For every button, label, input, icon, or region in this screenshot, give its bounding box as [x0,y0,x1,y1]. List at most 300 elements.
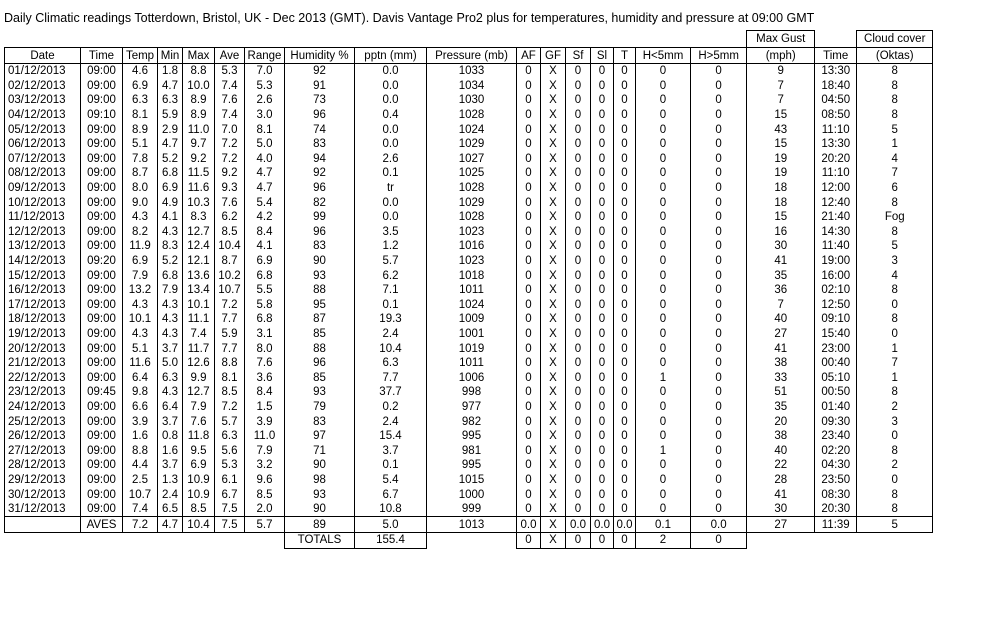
table-cell: 83 [285,414,355,429]
table-cell: 0 [614,210,636,225]
total-cell: 155.4 [355,533,427,549]
table-cell: 20/12/2013 [5,341,81,356]
table-cell: 1001 [427,327,517,342]
table-cell: X [541,79,566,94]
table-cell: 0 [591,283,614,298]
table-cell: 5.0 [245,137,285,152]
table-cell: 6.3 [158,370,183,385]
table-cell: 0 [691,268,747,283]
table-cell: 0 [591,108,614,123]
table-cell: 95 [285,298,355,313]
table-cell: 0 [691,239,747,254]
table-cell: 0 [636,473,691,488]
table-cell: 0 [636,458,691,473]
table-cell: 10.7 [215,283,245,298]
table-cell: 9.2 [215,166,245,181]
table-cell: 0 [566,356,591,371]
table-cell: 0 [636,502,691,517]
table-cell: 7.0 [215,122,245,137]
table-cell: 02:10 [815,283,857,298]
table-cell: 11.0 [183,122,215,137]
table-cell: 09:00 [81,473,123,488]
table-cell: X [541,298,566,313]
table-cell: 1006 [427,370,517,385]
table-cell: 90 [285,502,355,517]
table-cell: 11.6 [183,181,215,196]
table-cell: 16 [747,225,815,240]
table-cell: 24/12/2013 [5,400,81,415]
table-cell: 5 [857,239,933,254]
total-cell [747,533,815,549]
table-cell: 09:00 [81,225,123,240]
table-cell: 0 [566,152,591,167]
table-cell: 0 [591,487,614,502]
table-cell: 0 [566,254,591,269]
table-cell: 8.0 [245,341,285,356]
total-cell: X [541,533,566,549]
table-cell: 11:10 [815,122,857,137]
average-cell: 0.0 [591,517,614,533]
table-cell: 96 [285,108,355,123]
table-cell: 0 [614,400,636,415]
table-cell: 982 [427,414,517,429]
table-cell: 0 [691,487,747,502]
table-cell: 8.4 [245,225,285,240]
cloud-cover-header-line1: Cloud cover [857,31,933,48]
table-cell: 09:00 [81,414,123,429]
table-cell: 0 [614,458,636,473]
table-cell: 7.6 [215,195,245,210]
table-cell: 10/12/2013 [5,195,81,210]
table-cell: 13.4 [183,283,215,298]
table-cell: 0 [591,429,614,444]
table-cell: 8 [857,283,933,298]
average-cell: 5.0 [355,517,427,533]
table-cell: 15 [747,137,815,152]
table-row [5,327,933,342]
table-cell: 0 [614,429,636,444]
table-cell: 17/12/2013 [5,298,81,313]
table-cell: 0 [566,341,591,356]
table-cell: 0 [591,370,614,385]
table-cell: 6.3 [355,356,427,371]
table-cell: 0.0 [355,122,427,137]
table-cell: 2.4 [355,414,427,429]
table-cell: X [541,137,566,152]
table-cell: 0 [591,122,614,137]
table-cell: 0 [691,64,747,79]
table-cell: 7.4 [183,327,215,342]
table-cell: 09:00 [81,443,123,458]
table-cell: 6.2 [355,268,427,283]
table-cell: 3.6 [245,370,285,385]
table-cell: 9.3 [215,181,245,196]
table-cell: 0 [591,502,614,517]
table-cell: 0 [636,225,691,240]
table-cell: 07/12/2013 [5,152,81,167]
table-row [5,341,933,356]
column-header-7: Humidity % [285,48,355,64]
table-cell: 2.0 [245,502,285,517]
table-cell: 0 [614,254,636,269]
table-cell: 11:40 [815,239,857,254]
totals-row [5,533,933,549]
table-cell: 0 [636,341,691,356]
table-cell: 0 [691,93,747,108]
table-cell: 8.9 [183,108,215,123]
table-row [5,210,933,225]
average-cell: 89 [285,517,355,533]
total-cell: 2 [636,533,691,549]
table-cell: 7.7 [215,312,245,327]
table-cell: 6.7 [355,487,427,502]
table-cell: 0 [566,108,591,123]
table-cell: 0 [517,64,541,79]
column-header-4: Max [183,48,215,64]
table-cell: Fog [857,210,933,225]
table-cell: 2.6 [245,93,285,108]
table-cell: 3.1 [245,327,285,342]
table-cell: 0 [517,473,541,488]
table-cell: 4 [857,268,933,283]
table-cell: 19:00 [815,254,857,269]
table-cell: 09:00 [81,298,123,313]
table-cell: 13.6 [183,268,215,283]
table-cell: 8.3 [183,210,215,225]
average-cell: 5 [857,517,933,533]
table-cell: X [541,341,566,356]
table-cell: 92 [285,166,355,181]
table-cell: 0 [614,137,636,152]
table-cell: 5.7 [215,414,245,429]
table-cell: 35 [747,268,815,283]
table-cell: 0 [614,152,636,167]
table-cell: tr [355,181,427,196]
average-cell: 1013 [427,517,517,533]
table-cell: 0 [517,370,541,385]
table-cell: 15:40 [815,327,857,342]
table-cell: 0 [636,385,691,400]
table-cell: 0 [566,283,591,298]
column-header-17: (mph) [747,48,815,64]
table-cell: 0 [517,225,541,240]
table-cell: 0 [614,298,636,313]
table-cell: 16:00 [815,268,857,283]
table-cell: 4.7 [245,181,285,196]
table-cell: 0 [517,502,541,517]
table-cell: 1028 [427,108,517,123]
table-cell: X [541,473,566,488]
table-cell: 08:50 [815,108,857,123]
table-cell: 8.8 [215,356,245,371]
table-cell: 20 [747,414,815,429]
table-cell: 0 [691,312,747,327]
table-cell: 1 [636,443,691,458]
table-cell: 85 [285,370,355,385]
table-cell: 00:50 [815,385,857,400]
table-cell: 7.2 [215,298,245,313]
table-cell: 18 [747,195,815,210]
table-cell: 0 [591,327,614,342]
table-cell: 10.4 [355,341,427,356]
table-cell: 91 [285,79,355,94]
total-cell [815,533,857,549]
table-cell: 09:00 [81,122,123,137]
table-cell: 7.2 [215,152,245,167]
table-cell: 0 [566,458,591,473]
table-cell: 22 [747,458,815,473]
table-cell: 9.5 [183,443,215,458]
table-cell: 1028 [427,181,517,196]
table-cell: 0 [614,108,636,123]
table-cell: 0 [591,239,614,254]
table-cell: 1029 [427,137,517,152]
column-header-15: H<5mm [636,48,691,64]
total-cell: 0 [614,533,636,549]
table-cell: 0 [614,370,636,385]
table-cell: 1.3 [158,473,183,488]
table-cell: 90 [285,458,355,473]
table-cell: 5.4 [245,195,285,210]
table-cell: 0 [517,356,541,371]
table-cell: 1019 [427,341,517,356]
table-cell: 9.7 [183,137,215,152]
table-cell: 7.4 [123,502,158,517]
table-cell: 0 [517,108,541,123]
table-cell: 11.9 [123,239,158,254]
table-cell: 02:20 [815,443,857,458]
table-cell: 0 [636,298,691,313]
table-row [5,152,933,167]
table-cell: X [541,370,566,385]
table-cell: 09:00 [81,283,123,298]
table-cell: 5.3 [215,458,245,473]
total-cell [427,533,517,549]
column-header-5: Ave [215,48,245,64]
column-header-13: Sl [591,48,614,64]
table-row [5,122,933,137]
table-cell: 0 [691,341,747,356]
table-cell: 0 [691,137,747,152]
table-row [5,414,933,429]
table-cell: 0 [691,400,747,415]
table-cell: 0 [691,79,747,94]
table-cell: 0 [566,429,591,444]
table-cell: 11.0 [245,429,285,444]
table-cell: 93 [285,487,355,502]
table-cell: 0.1 [355,166,427,181]
table-cell: 11:10 [815,166,857,181]
table-cell: 29/12/2013 [5,473,81,488]
table-row [5,502,933,517]
table-cell: 10.8 [355,502,427,517]
table-row [5,166,933,181]
table-cell: 4.2 [245,210,285,225]
table-cell: 1034 [427,79,517,94]
table-cell: 16/12/2013 [5,283,81,298]
table-cell: 4.3 [123,210,158,225]
table-cell: 0 [636,108,691,123]
table-cell: 10.7 [123,487,158,502]
table-cell: 0 [691,152,747,167]
table-cell: 0.0 [355,137,427,152]
table-cell: 977 [427,400,517,415]
table-cell: 0 [636,356,691,371]
table-cell: 08:30 [815,487,857,502]
total-cell [5,533,81,549]
column-header-12: Sf [566,48,591,64]
table-cell: 0 [591,312,614,327]
table-cell: 5.5 [245,283,285,298]
table-cell: 0.0 [355,210,427,225]
table-cell: 7.1 [355,283,427,298]
table-cell: 1030 [427,93,517,108]
table-cell: 0 [591,166,614,181]
table-cell: 05/12/2013 [5,122,81,137]
table-cell: 73 [285,93,355,108]
table-cell: 1 [857,370,933,385]
table-cell: 1033 [427,64,517,79]
table-cell: 0 [636,93,691,108]
table-cell: 9.0 [123,195,158,210]
table-cell: 6.9 [245,254,285,269]
table-cell: 15 [747,108,815,123]
table-cell: 37.7 [355,385,427,400]
table-cell: 0 [636,254,691,269]
table-cell: 4.6 [123,64,158,79]
table-cell: 6.3 [123,93,158,108]
table-cell: 09:00 [81,370,123,385]
table-cell: 8.9 [183,93,215,108]
table-cell: 74 [285,122,355,137]
table-cell: 23:50 [815,473,857,488]
table-cell: 1000 [427,487,517,502]
table-cell: 40 [747,312,815,327]
table-cell: 0 [691,108,747,123]
table-row [5,93,933,108]
table-cell: 1.8 [158,64,183,79]
table-cell: 0 [517,166,541,181]
table-cell: 0 [636,152,691,167]
table-cell: 15.4 [355,429,427,444]
table-cell: 12.4 [183,239,215,254]
table-cell: X [541,356,566,371]
table-cell: 19/12/2013 [5,327,81,342]
table-cell: 13:30 [815,137,857,152]
table-cell: 0 [691,458,747,473]
table-cell: 0 [591,473,614,488]
table-cell: 10.9 [183,487,215,502]
table-cell: 10.2 [215,268,245,283]
table-cell: 8.1 [245,122,285,137]
table-cell: 0 [636,429,691,444]
table-cell: 10.1 [123,312,158,327]
table-cell: 09:10 [815,312,857,327]
table-cell: 8 [857,79,933,94]
table-cell: 96 [285,356,355,371]
table-cell: 0 [614,327,636,342]
table-cell: 8.7 [123,166,158,181]
max-gust-header-line1: Max Gust [747,31,815,48]
table-cell: 7.9 [245,443,285,458]
column-header-19: (Oktas) [857,48,933,64]
table-cell: X [541,312,566,327]
table-cell: 09/12/2013 [5,181,81,196]
table-cell: 7.9 [123,268,158,283]
table-cell: 0 [517,298,541,313]
table-cell: 0 [591,341,614,356]
table-cell: 35 [747,400,815,415]
table-cell: 6.9 [183,458,215,473]
table-cell: 6.1 [215,473,245,488]
table-cell: 28/12/2013 [5,458,81,473]
table-cell: 0.1 [355,298,427,313]
average-cell: 0.0 [691,517,747,533]
table-cell: 7.7 [215,341,245,356]
table-cell: 7.0 [245,64,285,79]
table-cell: 8 [857,385,933,400]
table-cell: 0 [566,79,591,94]
total-cell [215,533,245,549]
table-cell: 1.6 [158,443,183,458]
average-cell: 0.0 [566,517,591,533]
table-cell: 36 [747,283,815,298]
table-cell: 0 [517,283,541,298]
table-cell: 6.5 [158,502,183,517]
table-cell: 0 [691,429,747,444]
table-cell: X [541,225,566,240]
table-cell: 1023 [427,225,517,240]
average-cell: 0.1 [636,517,691,533]
table-cell: 998 [427,385,517,400]
average-cell: 5.7 [245,517,285,533]
table-cell: 4.3 [158,327,183,342]
table-cell: 981 [427,443,517,458]
table-cell: 0.0 [355,195,427,210]
table-cell: 10.4 [215,239,245,254]
table-cell: 0 [517,429,541,444]
table-cell: 09:00 [81,268,123,283]
table-cell: 2 [857,400,933,415]
table-row [5,473,933,488]
table-cell: 1009 [427,312,517,327]
table-cell: 09:00 [81,137,123,152]
table-cell: 0 [691,356,747,371]
table-row [5,385,933,400]
table-cell: 0 [517,122,541,137]
table-cell: 7.6 [183,414,215,429]
table-cell: 0 [517,458,541,473]
table-cell: 0 [636,487,691,502]
column-header-16: H>5mm [691,48,747,64]
table-cell: 0 [591,443,614,458]
table-cell: 9.8 [123,385,158,400]
table-cell: 08/12/2013 [5,166,81,181]
table-cell: 0 [566,443,591,458]
table-cell: 0 [857,327,933,342]
column-header-18: Time [815,48,857,64]
table-cell: 7.2 [215,137,245,152]
table-cell: 3.7 [158,458,183,473]
table-cell: 0 [636,64,691,79]
table-cell: 999 [427,502,517,517]
table-cell: 0 [517,152,541,167]
table-cell: 09:00 [81,210,123,225]
table-cell: 5.1 [123,341,158,356]
table-cell: 0 [614,268,636,283]
table-cell: 0 [591,181,614,196]
table-cell: 1 [857,341,933,356]
